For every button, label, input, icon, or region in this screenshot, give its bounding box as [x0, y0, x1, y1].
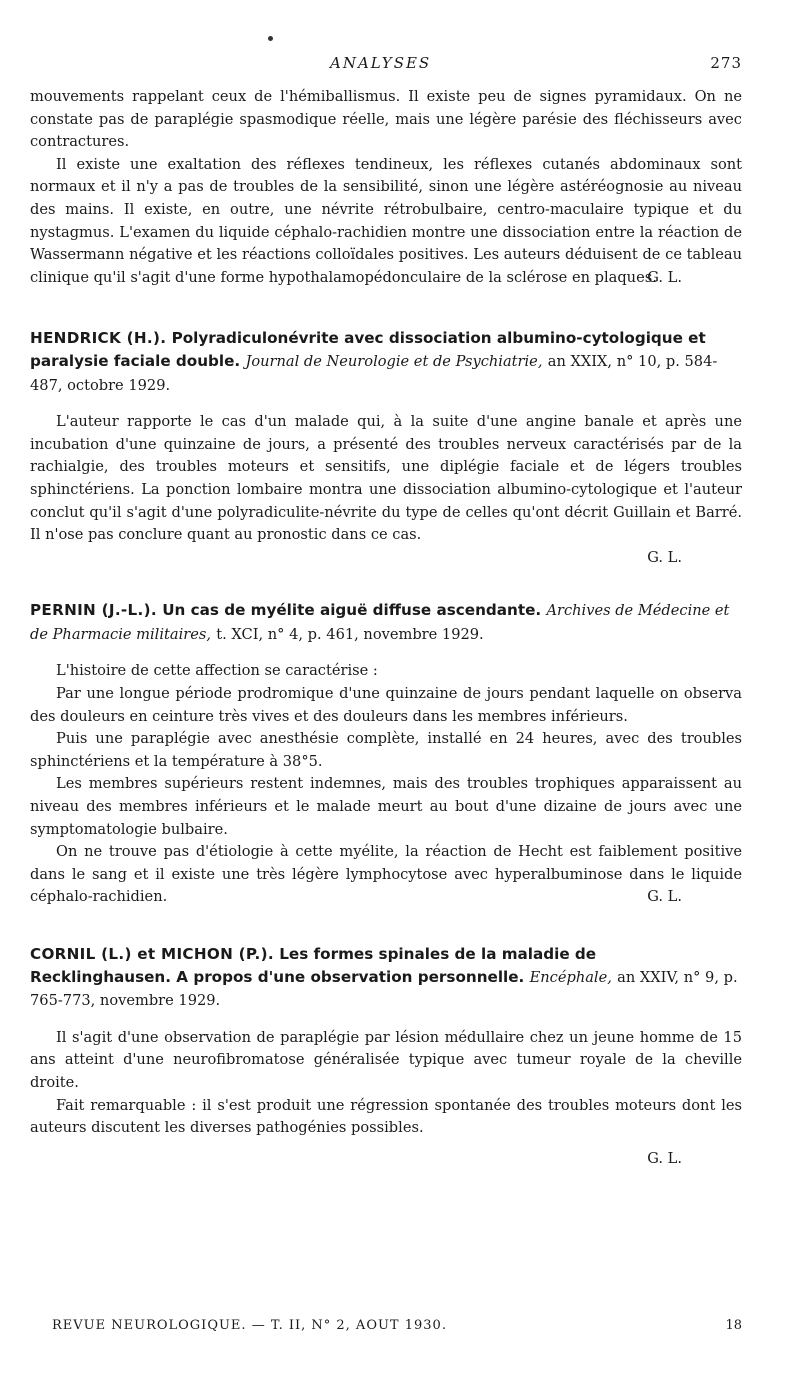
signature: G. L.: [647, 1149, 682, 1167]
signature: G. L.: [647, 548, 682, 566]
running-head: [30, 54, 742, 78]
entry-title: Polyradiculonévrite avec dissociation albumino-cytologique et paralysie faciale double.: [30, 329, 706, 370]
footer-journal: REVUE NEUROLOGIQUE. — T. II, N° 2, AOUT 1930.: [52, 1318, 447, 1333]
entry-author: HENDRICK (H.).: [30, 329, 167, 348]
signature: G. L.: [647, 888, 682, 906]
entry-paragraph: Il s'agit d'une observation de paraplégie par lésion médullaire chez un jeune homme de 15 ans atteint d'une neurofibromatose généralisée typique avec tumeur royale de la cheville droite.: [30, 1028, 742, 1091]
entry-author: CORNIL (L.) et MICHON (P.).: [30, 945, 274, 963]
entry-paragraph: Fait remarquable : il s'est produit une régression spontanée des troubles moteurs dont les auteurs discutent les diverses pathogénies possibles.: [30, 1096, 742, 1137]
signature: G. L.: [647, 268, 682, 286]
page-number: 273: [710, 54, 742, 72]
entry-journal: Archives de Médecine et de Pharmacie militaires,: [30, 602, 730, 643]
entry-paragraph: L'auteur rapporte le cas d'un malade qui, à la suite d'une angine banale et après une incubation d'une quinzaine de jours, a présenté des troubles nerveux caractérisés par de la rachialgie, des troubles moteurs et sensitifs, une diplégie faciale et de légers troubles sphinctériens. La ponction lombaire montra une dissociation albumino-cytologique et l'auteur conclut qu'il s'agit d'une polyradiculite-névrite du type de celles qu'ont décrit Guillain et Barré. Il n'ose pas conclure quant au pronostic dans ce cas.: [30, 413, 742, 544]
entry-title: Les formes spinales de la maladie de Recklinghausen. A propos d'une observation personnelle.: [30, 945, 597, 986]
abstract-entry: [30, 599, 742, 909]
abstract-entry: [30, 327, 742, 569]
entry-heading: [30, 943, 742, 1013]
page-footer: [52, 1318, 742, 1342]
entry-paragraph: Puis une paraplégie avec anesthésie complète, installé en 24 heures, avec des troubles sphinctériens et la température à 38°5.: [30, 730, 742, 770]
entry-journal: Encéphale,: [529, 968, 612, 986]
entry-author: PERNIN (J.-L.).: [30, 601, 157, 620]
entry-reference: an XXIX, n° 10, p. 584-487, octobre 1929.: [30, 352, 718, 394]
intro-paragraph: mouvements rappelant ceux de l'hémiballismus. Il existe peu de signes pyramidaux. On ne constate pas de paraplégie spasmodique réelle, mais une légère parésie des fléchisseurs avec contractures.: [30, 88, 742, 151]
entry-journal: Journal de Neurologie et de Psychiatrie,: [245, 352, 543, 370]
page-body: [30, 86, 742, 1170]
entry-paragraph: Les membres supérieurs restent indemnes, mais des troubles trophiques apparaissent au niveau des membres inférieurs et le malade meurt au bout d'une dizaine de jours avec une symptomatologie bulbaire.: [30, 775, 742, 838]
intro-paragraph: Il existe une exaltation des réflexes tendineux, les réflexes cutanés abdominaux sont normaux et il n'y a pas de troubles de la sensibilité, sinon une légère astéréognosie au niveau des mains. Il existe, en outre, une névrite rétrobulbaire, centro-maculaire typique et du nystagmus. L'examen du liquide céphalo-rachidien montre une dissociation entre la réaction de Wassermann négative et les réactions colloïdales positives. Les auteurs déduisent de ce tableau clinique qu'il s'agit d'une forme hypothalamopédonculaire de la sclérose en plaques.: [30, 155, 742, 286]
entry-title: Un cas de myélite aiguë diffuse ascendante.: [162, 601, 542, 620]
entry-paragraph: On ne trouve pas d'étiologie à cette myélite, la réaction de Hecht est faiblement positive dans le sang et il existe une très légère lymphocytose avec hyperalbuminose dans le liquide céphalo-rachidien.: [30, 843, 742, 906]
ink-dot: [268, 36, 273, 41]
entry-paragraph: L'histoire de cette affection se caractérise :: [56, 662, 378, 680]
entry-reference: an XXIV, n° 9, p. 765-773, novembre 1929.: [30, 968, 738, 1010]
entry-heading: [30, 599, 742, 646]
abstract-entry: [30, 943, 742, 1170]
entry-reference: t. XCI, n° 4, p. 461, novembre 1929.: [216, 625, 484, 643]
running-title: ANALYSES: [330, 54, 432, 72]
entry-heading: [30, 327, 742, 397]
signature-mark: 18: [725, 1318, 742, 1333]
entry-paragraph: Par une longue période prodromique d'une quinzaine de jours pendant laquelle on observa des douleurs en ceinture très vives et des douleurs dans les membres inférieurs.: [30, 685, 742, 725]
